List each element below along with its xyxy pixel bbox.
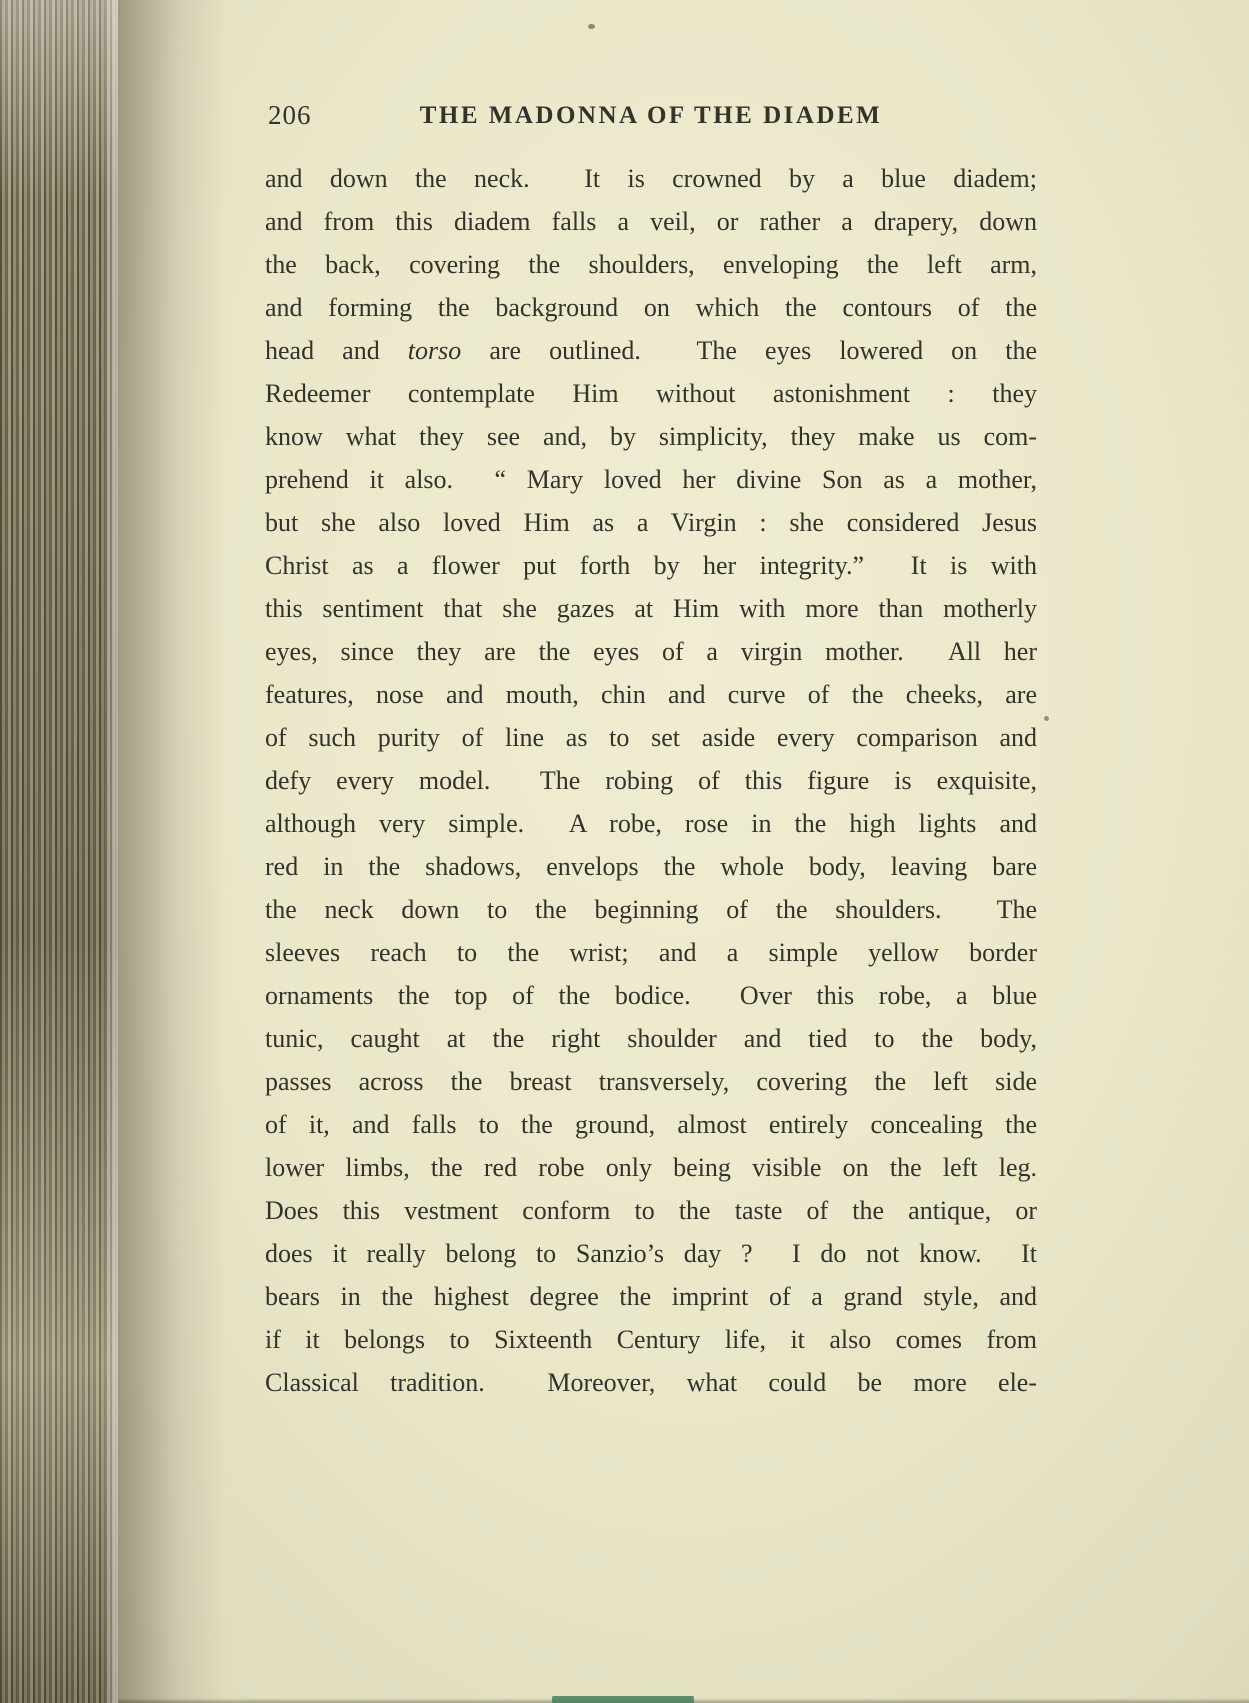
text-segment: passes across the breast transversely, covering the left side: [265, 1067, 1037, 1096]
text-segment: are outlined. The eyes lowered on the: [461, 336, 1037, 365]
text-line: [265, 329, 1037, 372]
text-line: [265, 243, 1037, 286]
text-segment: and from this diadem falls a veil, or rather a drapery, down: [265, 207, 1037, 236]
text-line: [265, 1103, 1037, 1146]
text-line: [265, 1232, 1037, 1275]
text-segment: and forming the background on which the contours of the: [265, 293, 1037, 322]
text-segment: prehend it also. “ Mary loved her divine Son as a mother,: [265, 465, 1037, 494]
text-line: [265, 716, 1037, 759]
text-segment: lower limbs, the red robe only being visible on the left leg.: [265, 1153, 1037, 1182]
text-line: [265, 1146, 1037, 1189]
text-line: [265, 1189, 1037, 1232]
text-line: [265, 974, 1037, 1017]
text-line: [265, 931, 1037, 974]
text-line: [265, 1060, 1037, 1103]
text-segment: if it belongs to Sixteenth Century life, it also comes from: [265, 1325, 1037, 1354]
text-segment: sleeves reach to the wrist; and a simple yellow border: [265, 938, 1037, 967]
text-segment: features, nose and mouth, chin and curve of the cheeks, are: [265, 680, 1037, 709]
text-line: [265, 630, 1037, 673]
text-line: [265, 1318, 1037, 1361]
book-binding-edge: [0, 0, 118, 1703]
text-line: [265, 544, 1037, 587]
text-line: [265, 888, 1037, 931]
text-line: [265, 845, 1037, 888]
gutter-shadow: [118, 0, 228, 1703]
text-line: [265, 587, 1037, 630]
text-line: [265, 673, 1037, 716]
text-segment: defy every model. The robing of this figure is exquisite,: [265, 766, 1037, 795]
text-segment: the neck down to the beginning of the shoulders. The: [265, 895, 1037, 924]
page-number: 206: [268, 100, 312, 130]
text-segment: know what they see and, by simplicity, they make us com-: [265, 422, 1037, 451]
text-line: [265, 157, 1037, 200]
running-header: THE MADONNA OF THE DIADEM: [419, 102, 883, 129]
text-segment: bears in the highest degree the imprint of a grand style, and: [265, 1282, 1037, 1311]
page-header-row: [265, 100, 1037, 136]
text-segment: Does this vestment conform to the taste of the antique, or: [265, 1196, 1037, 1225]
page-edge-highlight: [104, 0, 118, 1703]
text-segment: head and: [265, 336, 408, 365]
text-segment: Redeemer contemplate Him without astonishment : they: [265, 379, 1037, 408]
text-segment: red in the shadows, envelops the whole body, leaving bare: [265, 852, 1037, 881]
text-segment: of it, and falls to the ground, almost entirely concealing the: [265, 1110, 1037, 1139]
text-segment: Classical tradition. Moreover, what could be more ele-: [265, 1368, 1037, 1397]
text-line: [265, 458, 1037, 501]
text-segment: Christ as a flower put forth by her integrity.” It is with: [265, 551, 1037, 580]
text-line: [265, 1017, 1037, 1060]
body-text: [265, 157, 1037, 1404]
text-line: [265, 372, 1037, 415]
text-line: [265, 415, 1037, 458]
text-line: [265, 802, 1037, 845]
text-segment: tunic, caught at the right shoulder and tied to the body,: [265, 1024, 1037, 1053]
text-line: [265, 286, 1037, 329]
italic-text-segment: torso: [407, 336, 462, 365]
text-segment: the back, covering the shoulders, enveloping the left arm,: [265, 250, 1037, 279]
text-line: [265, 1275, 1037, 1318]
text-segment: eyes, since they are the eyes of a virgin mother. All her: [265, 637, 1037, 666]
text-line: [265, 200, 1037, 243]
text-segment: of such purity of line as to set aside every comparison and: [265, 723, 1037, 752]
text-line: [265, 1361, 1037, 1404]
text-segment: but she also loved Him as a Virgin : she considered Jesus: [265, 508, 1037, 537]
text-line: [265, 501, 1037, 544]
text-segment: does it really belong to Sanzio’s day ? I do not know. It: [265, 1239, 1037, 1268]
text-segment: although very simple. A robe, rose in the high lights and: [265, 809, 1037, 838]
text-segment: and down the neck. It is crowned by a blue diadem;: [265, 164, 1037, 193]
text-segment: ornaments the top of the bodice. Over this robe, a blue: [265, 981, 1037, 1010]
text-segment: this sentiment that she gazes at Him with more than motherly: [265, 594, 1037, 623]
text-line: [265, 759, 1037, 802]
paper-speck: [1044, 716, 1049, 721]
paper-speck: [588, 24, 595, 29]
bottom-green-mark: [552, 1696, 694, 1703]
